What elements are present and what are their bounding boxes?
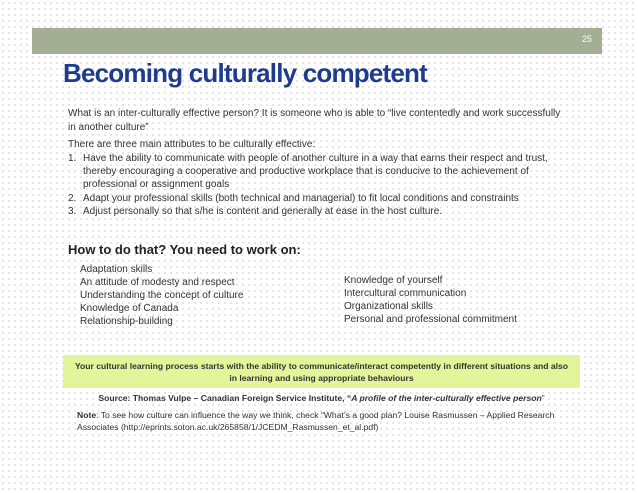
work-on-item: Knowledge of yourself — [344, 275, 443, 286]
work-on-item: Relationship-building — [80, 316, 173, 327]
attribute-text: Have the ability to communicate with people of another culture in a way that earns their respect and trust, thereby encouraging a cooperative and productive workplace that is conducive to the achievement of professional or assignment goals — [83, 153, 548, 190]
note-text — [77, 409, 577, 433]
intro-paragraph: What is an inter-culturally effective person? It is someone who is able to “live contentedly and work successfully in another culture” — [68, 108, 561, 133]
work-on-item: Organizational skills — [344, 301, 433, 312]
how-to-heading: How to do that? You need to work on: — [68, 242, 301, 257]
source-prefix: Source: Thomas Vulpe – Canadian Foreign Service Institute, “ — [98, 393, 352, 403]
work-on-item: An attitude of modesty and respect — [80, 277, 235, 288]
attribute-item — [68, 205, 558, 218]
work-on-list-right — [344, 274, 584, 326]
note-body: : To see how culture can influence the way we think, check “What’s a good plan? Louise Rasmussen – Applied Research Associates (http://eprints.soton.ac.uk/265858/1/JCEDM_Rasmussen_et_al.pdf) — [77, 410, 555, 432]
attribute-item — [68, 152, 558, 191]
attribute-text: Adjust personally so that s/he is content and generally at ease in the host culture. — [83, 206, 443, 217]
attributes-list — [68, 152, 558, 219]
page-number: 25 — [581, 34, 592, 44]
source-work-title: A profile of the inter-culturally effective person — [351, 393, 542, 403]
note-label: Note — [77, 410, 97, 420]
source-suffix: ” — [541, 393, 545, 403]
work-on-item: Knowledge of Canada — [80, 303, 179, 314]
attribute-number: 2. — [68, 192, 77, 204]
attribute-item — [68, 192, 558, 205]
attributes-intro: There are three main attributes to be culturally effective: — [68, 139, 316, 150]
attribute-number: 1. — [68, 153, 77, 164]
work-on-item: Understanding the concept of culture — [80, 290, 244, 301]
callout-text: Your cultural learning process starts with the ability to communicate/interact competently in different situations and also in learning and using appropriate behaviours — [74, 361, 569, 383]
slide-title: Becoming culturally competent — [63, 58, 427, 88]
source-citation — [63, 393, 580, 403]
attribute-text: Adapt your professional skills (both technical and managerial) to fit local conditions and constraints — [83, 192, 519, 204]
callout-box — [63, 355, 580, 388]
work-on-list-left — [80, 263, 320, 328]
attribute-number: 3. — [68, 206, 77, 217]
work-on-item: Personal and professional commitment — [344, 314, 517, 325]
work-on-item: Adaptation skills — [80, 264, 153, 275]
work-on-item: Intercultural communication — [344, 288, 467, 299]
slide-header-bar — [32, 28, 602, 54]
